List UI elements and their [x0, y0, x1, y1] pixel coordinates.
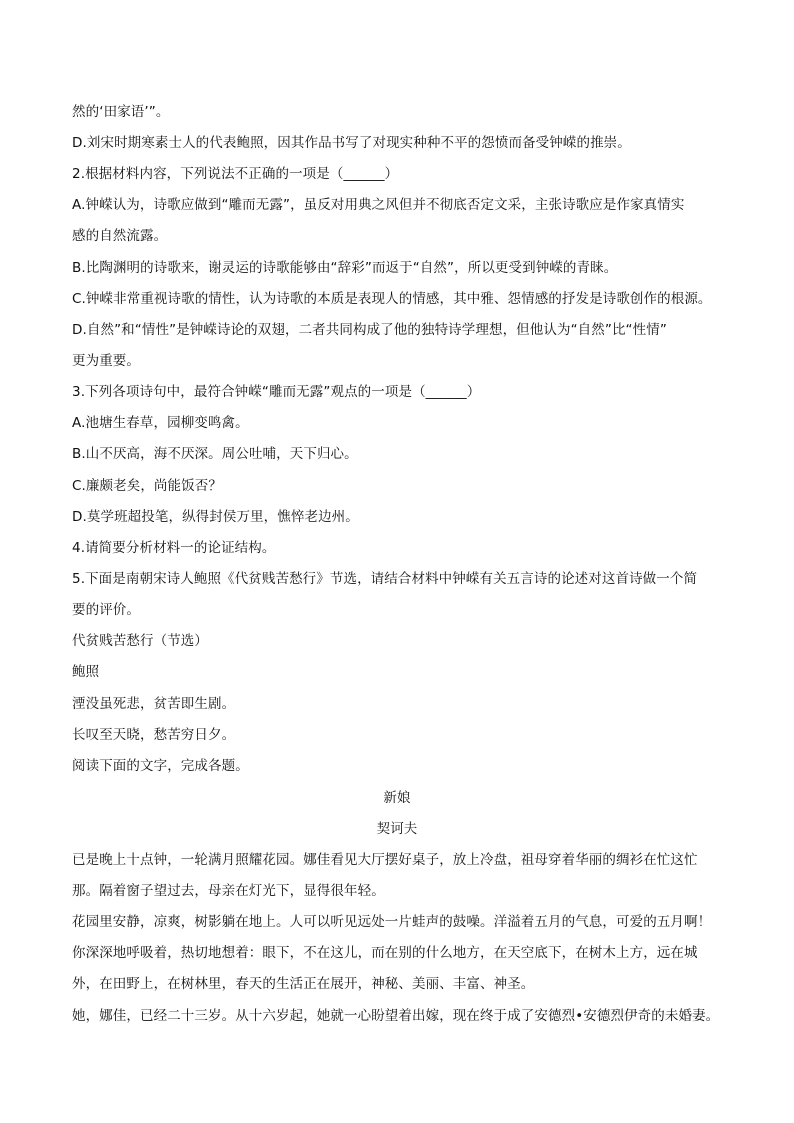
story-title: 新娘	[383, 790, 411, 806]
text-line: 更为重要。	[72, 353, 140, 369]
question-4: 4.请简要分析材料一的论证结构。	[72, 540, 276, 556]
option-c-line: C.廉颇老矣，尚能饭否？	[72, 478, 222, 494]
text-line: 感的自然流露。	[72, 228, 168, 244]
option-d-line: D.刘宋时期寒素士人的代表鲍照，因其作品书写了对现实种种不平的怨愤而备受钟嵘的推崇。	[72, 135, 631, 151]
story-paragraph-line: 你深深地呼吸着，热切地想着：眼下，不在这儿，而在别的什么地方，在天空底下，在树木上方，远在城	[72, 945, 698, 961]
option-b-line: B.山不厌高，海不厌深。周公吐哺，天下归心。	[72, 446, 358, 462]
poem-title: 代贫贱苦愁行（节选）	[72, 633, 208, 649]
story-author: 契诃夫	[376, 821, 418, 837]
story-paragraph-line: 那。隔着窗子望过去，母亲在灯光下，显得很年轻。	[72, 883, 385, 899]
option-d-line: D.莫学班超投笔，纵得封侯万里，憔悴老边州。	[72, 509, 359, 525]
option-b-line: B.比陶渊明的诗歌来，谢灵运的诗歌能够由“辞彩”而返于“自然”，所以更受到钟嵘的青睐。	[72, 260, 618, 276]
text-line: 要的评价。	[72, 602, 140, 618]
poem-author: 鲍照	[72, 664, 100, 680]
story-paragraph-line: 花园里安静，凉爽，树影躺在地上。人可以听见远处一片蛙声的鼓噪。洋溢着五月的气息，可爱的五月啊！	[72, 914, 712, 930]
reading-instruction: 阅读下面的文字，完成各题。	[72, 758, 249, 774]
question-3: 3.下列各项诗句中，最符合钟嵘“雕而无露”观点的一项是（______）	[72, 384, 481, 400]
question-5: 5.下面是南朝宋诗人鲍照《代贫贱苦愁行》节选，请结合材料中钟嵘有关五言诗的论述对这首诗做一个简	[72, 571, 698, 587]
story-paragraph-line: 已是晚上十点钟，一轮满月照耀花园。娜佳看见大厅摆好桌子，放上冷盘，祖母穿着华丽的绸衫在忙这忙	[72, 852, 698, 868]
option-d-line: D.自然”和“情性”是钟嵘诗论的双翅，二者共同构成了他的独特诗学理想，但他认为“自然”比“性情”	[72, 322, 667, 338]
option-a-line: A.池塘生春草，园柳变鸣禽。	[72, 415, 249, 431]
option-a-line: A.钟嵘认为，诗歌应做到“雕而无露”，虽反对用典之风但并不彻底否定文采，主张诗歌应是作家真情实	[72, 197, 685, 213]
text-line: 然的‘田家语’”。	[72, 104, 170, 120]
option-c-line: C.钟嵘非常重视诗歌的情性，认为诗歌的本质是表现人的情感，其中雅、怨情感的抒发是诗歌创作的根源。	[72, 291, 712, 307]
story-paragraph-line: 她，娜佳，已经二十三岁。从十六岁起，她就一心盼望着出嫁，现在终于成了安德烈•安德烈伊奇的未婚妻。	[72, 1008, 720, 1024]
story-paragraph-line: 外，在田野上，在树林里，春天的生活正在展开，神秘、美丽、丰富、神圣。	[72, 976, 535, 992]
question-2: 2.根据材料内容，下列说法不正确的一项是（______）	[72, 166, 399, 182]
poem-line: 湮没虽死悲，贫苦即生剧。	[72, 696, 236, 712]
poem-line: 长叹至天晓，愁苦穷日夕。	[72, 727, 236, 743]
